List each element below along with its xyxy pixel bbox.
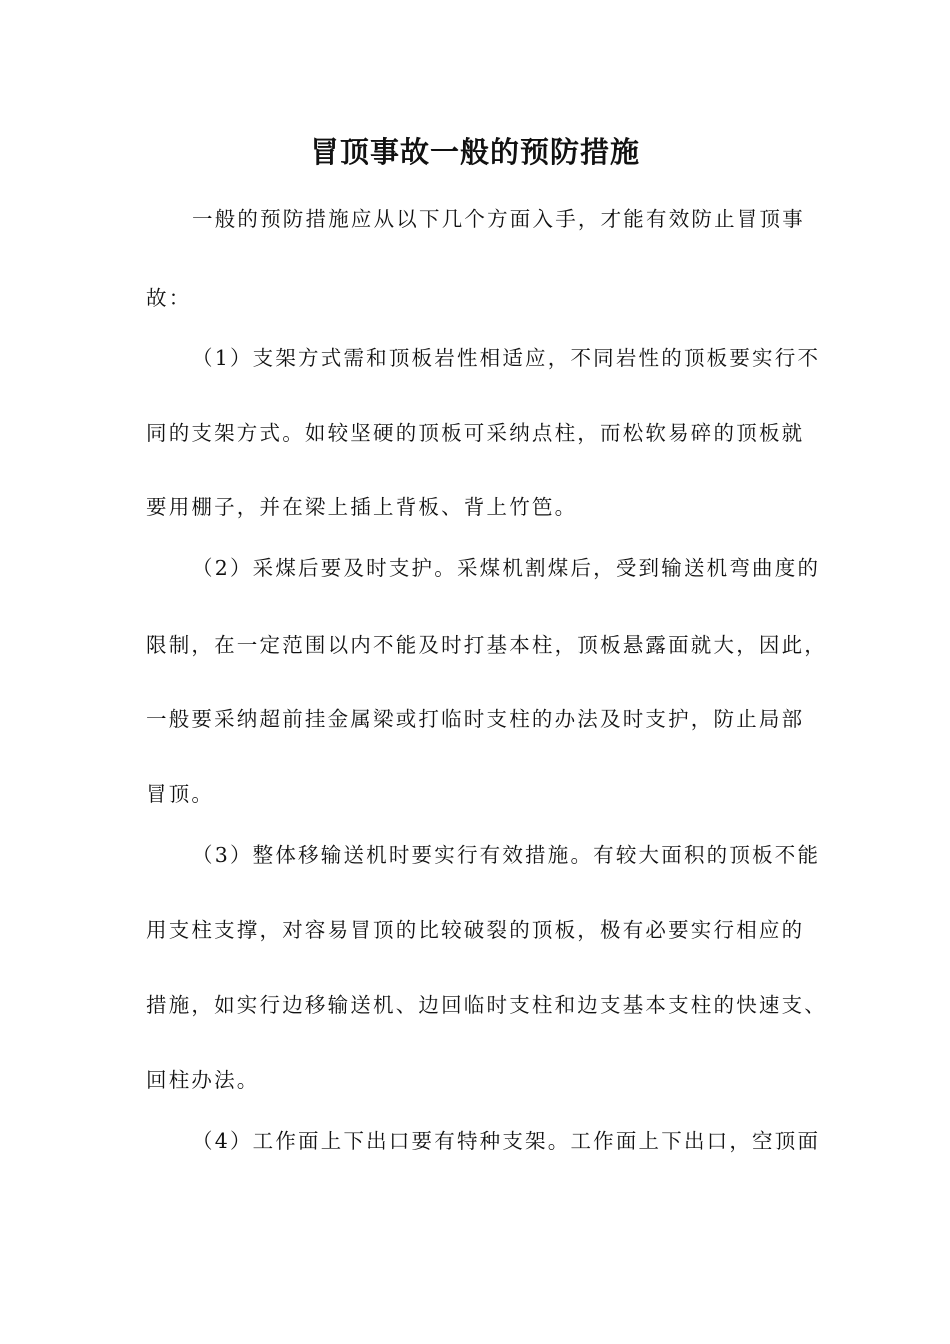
paragraph-intro-line-2: 故： xyxy=(146,286,192,310)
paragraph-2-line-1: （2）采煤后要及时支护。采煤机割煤后，受到输送机弯曲度的 xyxy=(192,556,821,580)
paragraph-2-line-4: 冒顶。 xyxy=(146,782,215,806)
paragraph-1-line-2: 同的支架方式。如较坚硬的顶板可采纳点柱，而松软易碎的顶板就 xyxy=(146,421,805,445)
paragraph-3-line-3: 措施，如实行边移输送机、边回临时支柱和边支基本支柱的快速支、 xyxy=(146,993,827,1017)
paragraph-1-line-3: 要用棚子，并在梁上插上背板、背上竹笆。 xyxy=(146,495,578,519)
page-title: 冒顶事故一般的预防措施 xyxy=(309,135,640,169)
paragraph-3-line-4: 回柱办法。 xyxy=(146,1068,260,1092)
paragraph-intro-line-1: 一般的预防措施应从以下几个方面入手，才能有效防止冒顶事 xyxy=(192,207,805,231)
paragraph-3-line-2: 用支柱支撑，对容易冒顶的比较破裂的顶板，极有必要实行相应的 xyxy=(146,918,805,942)
paragraph-3-line-1: （3）整体移输送机时要实行有效措施。有较大面积的顶板不能 xyxy=(192,843,821,867)
paragraph-4-line-1: （4）工作面上下出口要有特种支架。工作面上下出口，空顶面 xyxy=(192,1129,821,1153)
paragraph-2-line-3: 一般要采纳超前挂金属梁或打临时支柱的办法及时支护，防止局部 xyxy=(146,707,805,731)
paragraph-1-line-1: （1）支架方式需和顶板岩性相适应，不同岩性的顶板要实行不 xyxy=(192,346,821,370)
paragraph-2-line-2: 限制，在一定范围以内不能及时打基本柱，顶板悬露面就大，因此， xyxy=(146,633,827,657)
